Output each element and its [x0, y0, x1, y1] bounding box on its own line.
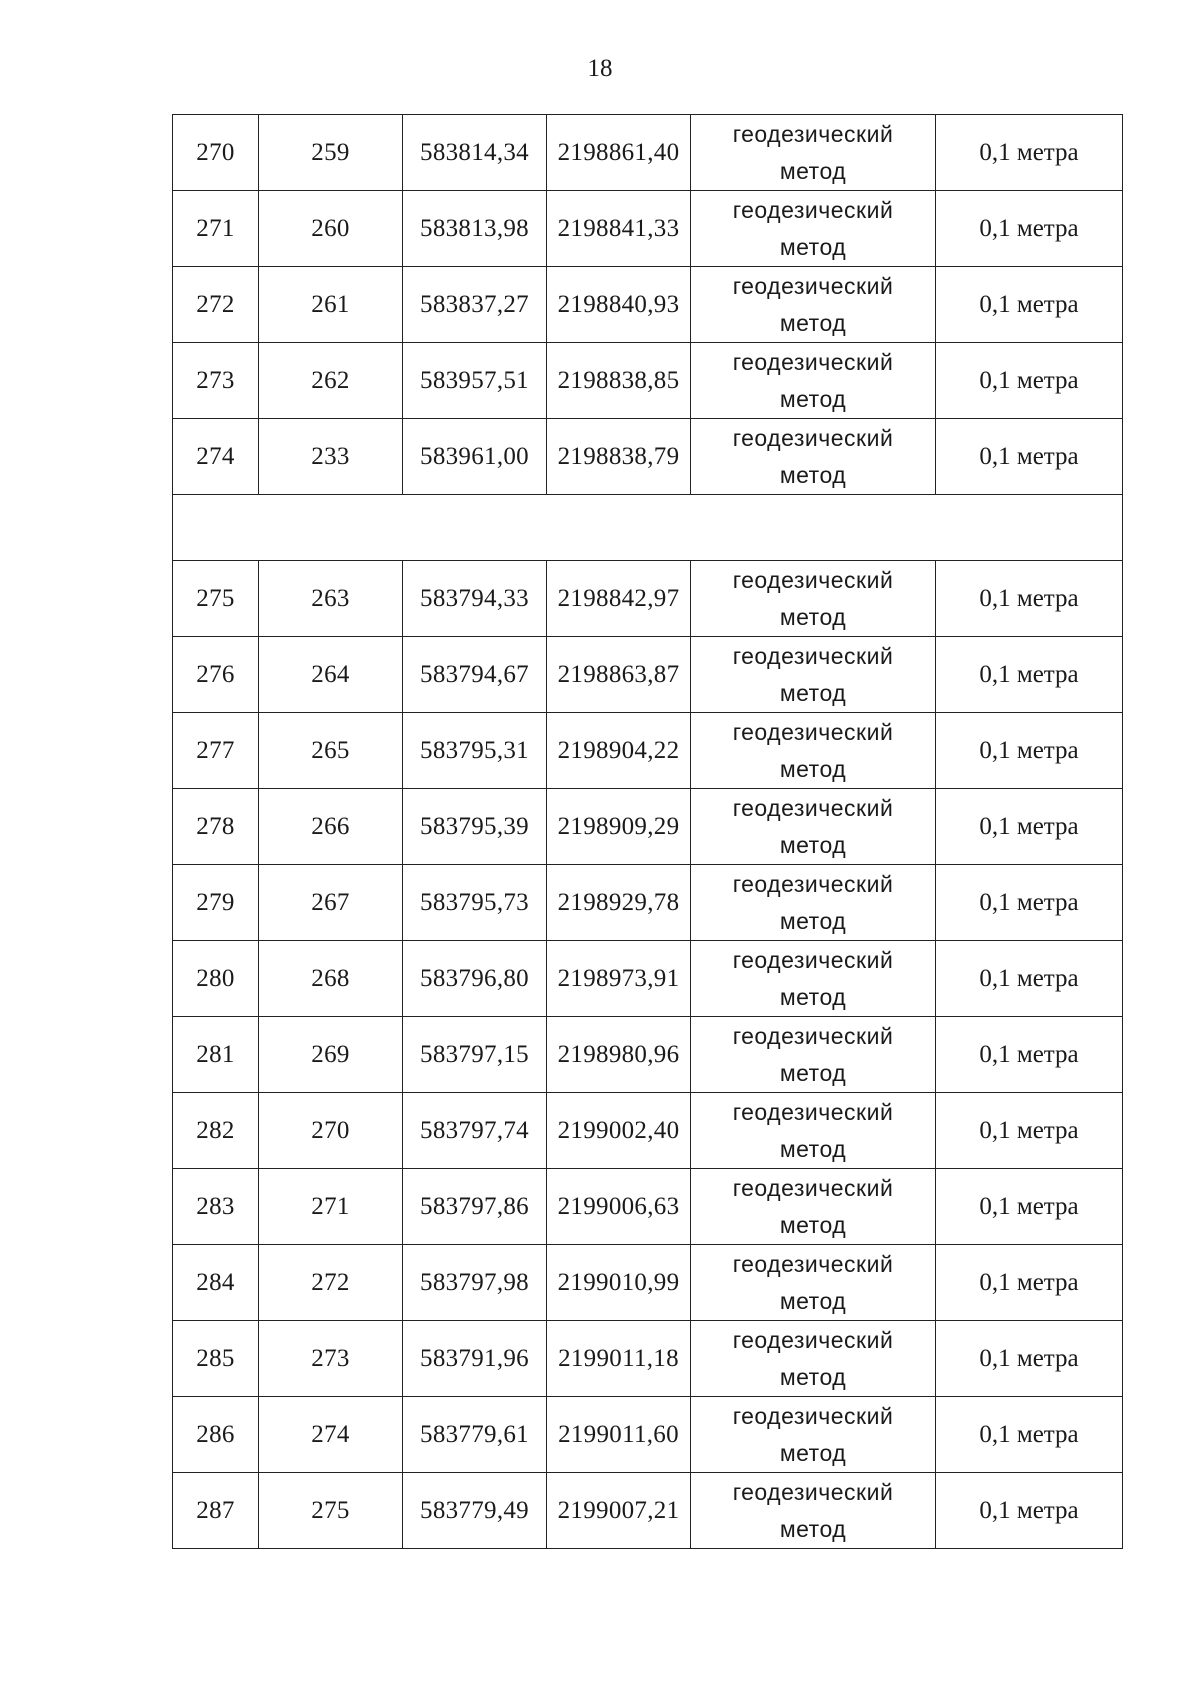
point-id-cell: 269 [259, 1017, 403, 1093]
method-text: метод [779, 157, 847, 184]
table-body-upper [173, 115, 1123, 495]
table-row [173, 191, 1123, 267]
y-coordinate-cell: 2199007,21 [547, 1473, 691, 1549]
page-number: 18 [587, 55, 613, 82]
method-text: метод [779, 1211, 847, 1238]
table-row [173, 343, 1123, 419]
method-text: геодезический [732, 424, 894, 451]
coordinates-table [172, 114, 1123, 1549]
method-text: метод [779, 461, 847, 488]
method-cell [691, 865, 936, 941]
accuracy-cell: 0,1 метра [936, 343, 1123, 419]
method-text: метод [779, 233, 847, 260]
point-id-cell: 274 [259, 1397, 403, 1473]
accuracy-cell: 0,1 метра [936, 789, 1123, 865]
table-row [173, 713, 1123, 789]
y-coordinate-cell: 2198929,78 [547, 865, 691, 941]
point-number-cell: 276 [173, 637, 259, 713]
accuracy-cell: 0,1 метра [936, 267, 1123, 343]
point-number-cell: 283 [173, 1169, 259, 1245]
x-coordinate-cell: 583797,86 [403, 1169, 547, 1245]
x-coordinate-cell: 583795,31 [403, 713, 547, 789]
point-number-cell: 279 [173, 865, 259, 941]
x-coordinate-cell: 583794,67 [403, 637, 547, 713]
x-coordinate-cell: 583814,34 [403, 115, 547, 191]
method-text: геодезический [732, 870, 894, 897]
accuracy-cell: 0,1 метра [936, 1321, 1123, 1397]
table-row [173, 941, 1123, 1017]
point-id-cell: 267 [259, 865, 403, 941]
method-text: метод [779, 983, 847, 1010]
point-number-cell: 272 [173, 267, 259, 343]
y-coordinate-cell: 2198838,85 [547, 343, 691, 419]
table-row [173, 1245, 1123, 1321]
method-text: геодезический [732, 1478, 894, 1505]
x-coordinate-cell: 583795,73 [403, 865, 547, 941]
x-coordinate-cell: 583779,61 [403, 1397, 547, 1473]
table-row [173, 1321, 1123, 1397]
point-id-cell: 273 [259, 1321, 403, 1397]
y-coordinate-cell: 2199002,40 [547, 1093, 691, 1169]
point-id-cell: 270 [259, 1093, 403, 1169]
accuracy-cell: 0,1 метра [936, 419, 1123, 495]
method-cell [691, 191, 936, 267]
point-number-cell: 285 [173, 1321, 259, 1397]
method-text: геодезический [732, 642, 894, 669]
point-number-cell: 270 [173, 115, 259, 191]
method-text: метод [779, 831, 847, 858]
table-row [173, 561, 1123, 637]
x-coordinate-cell: 583796,80 [403, 941, 547, 1017]
method-text: геодезический [732, 1250, 894, 1277]
accuracy-cell: 0,1 метра [936, 637, 1123, 713]
table-row [173, 115, 1123, 191]
method-text: метод [779, 755, 847, 782]
point-id-cell: 275 [259, 1473, 403, 1549]
method-text: метод [779, 1135, 847, 1162]
table-row [173, 1397, 1123, 1473]
table-row [173, 419, 1123, 495]
point-id-cell: 271 [259, 1169, 403, 1245]
y-coordinate-cell: 2199010,99 [547, 1245, 691, 1321]
point-number-cell: 277 [173, 713, 259, 789]
x-coordinate-cell: 583961,00 [403, 419, 547, 495]
x-coordinate-cell: 583813,98 [403, 191, 547, 267]
point-number-cell: 274 [173, 419, 259, 495]
y-coordinate-cell: 2198861,40 [547, 115, 691, 191]
point-number-cell: 282 [173, 1093, 259, 1169]
method-text: метод [779, 1439, 847, 1466]
point-number-cell: 275 [173, 561, 259, 637]
accuracy-cell: 0,1 метра [936, 1473, 1123, 1549]
accuracy-cell: 0,1 метра [936, 1169, 1123, 1245]
accuracy-cell: 0,1 метра [936, 865, 1123, 941]
accuracy-cell: 0,1 метра [936, 1017, 1123, 1093]
point-number-cell: 281 [173, 1017, 259, 1093]
method-cell [691, 789, 936, 865]
method-text: метод [779, 603, 847, 630]
point-number-cell: 284 [173, 1245, 259, 1321]
method-text: геодезический [732, 794, 894, 821]
x-coordinate-cell: 583837,27 [403, 267, 547, 343]
point-id-cell: 264 [259, 637, 403, 713]
method-cell [691, 343, 936, 419]
method-text: геодезический [732, 348, 894, 375]
x-coordinate-cell: 583794,33 [403, 561, 547, 637]
point-id-cell: 266 [259, 789, 403, 865]
method-text: геодезический [732, 272, 894, 299]
separator-cell [173, 495, 1123, 561]
accuracy-cell: 0,1 метра [936, 561, 1123, 637]
y-coordinate-cell: 2198863,87 [547, 637, 691, 713]
y-coordinate-cell: 2199006,63 [547, 1169, 691, 1245]
point-id-cell: 268 [259, 941, 403, 1017]
table-row [173, 789, 1123, 865]
table-separator [173, 495, 1123, 561]
method-text: метод [779, 385, 847, 412]
method-text: геодезический [732, 718, 894, 745]
table-row [173, 267, 1123, 343]
accuracy-cell: 0,1 метра [936, 1397, 1123, 1473]
method-cell [691, 637, 936, 713]
method-text: геодезический [732, 1174, 894, 1201]
x-coordinate-cell: 583795,39 [403, 789, 547, 865]
point-id-cell: 261 [259, 267, 403, 343]
method-cell [691, 1169, 936, 1245]
y-coordinate-cell: 2198841,33 [547, 191, 691, 267]
method-cell [691, 1017, 936, 1093]
point-id-cell: 260 [259, 191, 403, 267]
method-text: метод [779, 907, 847, 934]
point-id-cell: 262 [259, 343, 403, 419]
method-text: геодезический [732, 1402, 894, 1429]
point-id-cell: 233 [259, 419, 403, 495]
x-coordinate-cell: 583779,49 [403, 1473, 547, 1549]
method-text: метод [779, 1363, 847, 1390]
method-text: геодезический [732, 566, 894, 593]
method-cell [691, 1397, 936, 1473]
method-text: метод [779, 679, 847, 706]
x-coordinate-cell: 583797,15 [403, 1017, 547, 1093]
x-coordinate-cell: 583791,96 [403, 1321, 547, 1397]
table-row [173, 865, 1123, 941]
method-cell [691, 1093, 936, 1169]
method-text: метод [779, 1059, 847, 1086]
method-cell [691, 1245, 936, 1321]
method-text: метод [779, 1287, 847, 1314]
method-text: геодезический [732, 1098, 894, 1125]
method-cell [691, 713, 936, 789]
method-cell [691, 1473, 936, 1549]
x-coordinate-cell: 583797,98 [403, 1245, 547, 1321]
table-row [173, 1017, 1123, 1093]
method-cell [691, 115, 936, 191]
accuracy-cell: 0,1 метра [936, 1093, 1123, 1169]
y-coordinate-cell: 2199011,18 [547, 1321, 691, 1397]
method-text: геодезический [732, 1326, 894, 1353]
method-text: метод [779, 1515, 847, 1542]
y-coordinate-cell: 2198973,91 [547, 941, 691, 1017]
accuracy-cell: 0,1 метра [936, 941, 1123, 1017]
y-coordinate-cell: 2198980,96 [547, 1017, 691, 1093]
point-number-cell: 278 [173, 789, 259, 865]
method-cell [691, 941, 936, 1017]
point-id-cell: 265 [259, 713, 403, 789]
method-text: геодезический [732, 946, 894, 973]
method-cell [691, 1321, 936, 1397]
y-coordinate-cell: 2198904,22 [547, 713, 691, 789]
y-coordinate-cell: 2199011,60 [547, 1397, 691, 1473]
x-coordinate-cell: 583957,51 [403, 343, 547, 419]
accuracy-cell: 0,1 метра [936, 713, 1123, 789]
point-number-cell: 273 [173, 343, 259, 419]
point-number-cell: 271 [173, 191, 259, 267]
method-text: геодезический [732, 1022, 894, 1049]
x-coordinate-cell: 583797,74 [403, 1093, 547, 1169]
y-coordinate-cell: 2198838,79 [547, 419, 691, 495]
accuracy-cell: 0,1 метра [936, 115, 1123, 191]
y-coordinate-cell: 2198842,97 [547, 561, 691, 637]
method-cell [691, 267, 936, 343]
accuracy-cell: 0,1 метра [936, 191, 1123, 267]
point-number-cell: 280 [173, 941, 259, 1017]
method-cell [691, 419, 936, 495]
table-body-lower [173, 561, 1123, 1549]
point-number-cell: 287 [173, 1473, 259, 1549]
table-row [173, 637, 1123, 713]
point-id-cell: 263 [259, 561, 403, 637]
method-cell [691, 561, 936, 637]
point-id-cell: 259 [259, 115, 403, 191]
table-row [173, 1169, 1123, 1245]
accuracy-cell: 0,1 метра [936, 1245, 1123, 1321]
table-row [173, 1473, 1123, 1549]
point-number-cell: 286 [173, 1397, 259, 1473]
table-row [173, 1093, 1123, 1169]
method-text: метод [779, 309, 847, 336]
method-text: геодезический [732, 196, 894, 223]
y-coordinate-cell: 2198909,29 [547, 789, 691, 865]
separator-row [173, 495, 1123, 561]
point-id-cell: 272 [259, 1245, 403, 1321]
method-text: геодезический [732, 120, 894, 147]
y-coordinate-cell: 2198840,93 [547, 267, 691, 343]
